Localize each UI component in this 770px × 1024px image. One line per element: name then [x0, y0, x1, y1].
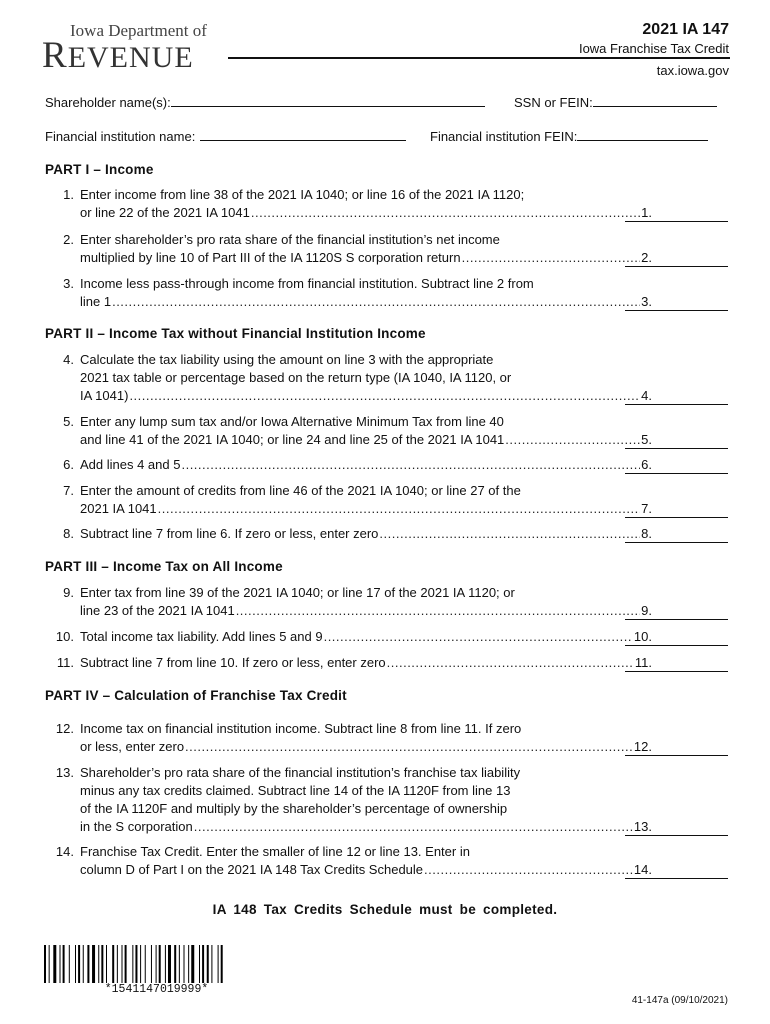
line-5-amount[interactable]: [625, 431, 728, 449]
website: tax.iowa.gov: [656, 63, 729, 78]
line-13-text-2: minus any tax credits claimed. Subtract line 14 of the IA 1120F from line 13: [80, 783, 511, 798]
line-10: [48, 628, 728, 646]
line-11-amount[interactable]: [625, 654, 728, 672]
line-4: [48, 351, 728, 405]
line-8: [48, 525, 728, 543]
line-4-ref: 4.: [641, 388, 652, 403]
header-rule: [228, 57, 730, 59]
fi-name-label: Financial institution name:: [45, 129, 196, 144]
line-12-ref: 12.: [633, 739, 652, 754]
line-3-ref: 3.: [641, 294, 652, 309]
barcode-text: *1541147019999*: [104, 983, 209, 996]
line-14-amount[interactable]: [625, 861, 728, 879]
shareholder-row: [45, 93, 485, 110]
ssn-field[interactable]: [593, 93, 717, 107]
line-9-text: Enter tax from line 39 of the 2021 IA 1040; or line 17 of the 2021 IA 1120; or: [80, 585, 515, 600]
part-4-heading: PART IV – Calculation of Franchise Tax Credit: [45, 688, 347, 703]
line-5-ref: 5.: [641, 432, 652, 447]
line-13-text-3: of the IA 1120F and multiply by the shareholder’s percentage of ownership: [80, 801, 508, 816]
logo-revenue-initial: R: [42, 35, 68, 76]
line-13: [48, 764, 728, 836]
line-2-amount[interactable]: [625, 249, 728, 267]
line-13-number: 13.: [55, 765, 74, 780]
line-14-number: 14.: [55, 844, 74, 859]
line-11-ref: 11.: [634, 655, 652, 670]
line-14-text-cont: column D of Part I on the 2021 IA 148 Tax Credits Schedule: [80, 862, 424, 877]
revision-date: 41-147a (09/10/2021): [631, 995, 728, 1006]
line-14: [48, 843, 728, 879]
line-5-number: 5.: [63, 414, 74, 429]
logo-revenue-rest: EVENUE: [67, 41, 194, 74]
line-9-number: 9.: [63, 585, 74, 600]
line-4-text-cont: IA 1041): [80, 388, 129, 403]
logo-revenue: [42, 34, 194, 77]
line-9-amount[interactable]: [625, 602, 728, 620]
shareholder-label: Shareholder name(s):: [45, 95, 171, 110]
line-6: [48, 456, 728, 474]
line-7-ref: 7.: [641, 501, 652, 516]
line-4-number: 4.: [63, 352, 74, 367]
line-1-ref: 1.: [641, 205, 652, 220]
line-11: [48, 654, 728, 672]
logo-agency-text: Iowa Department of: [70, 21, 207, 40]
shareholder-name-field[interactable]: [171, 93, 485, 107]
completion-notice: IA 148 Tax Credits Schedule must be completed.: [212, 902, 558, 917]
line-5: [48, 413, 728, 449]
line-14-text: Franchise Tax Credit. Enter the smaller of line 12 or line 13. Enter in: [80, 844, 470, 859]
line-2: [48, 231, 728, 267]
line-5-text: Enter any lump sum tax and/or Iowa Alternative Minimum Tax from line 40: [80, 414, 504, 429]
line-13-text: Shareholder’s pro rata share of the financial institution’s franchise tax liability: [80, 765, 521, 780]
fi-name-field[interactable]: [200, 127, 406, 141]
line-2-number: 2.: [63, 232, 74, 247]
line-10-text: Total income tax liability. Add lines 5 and 9: [80, 629, 323, 644]
fi-name-row: [45, 127, 406, 144]
part-3-heading: PART III – Income Tax on All Income: [45, 559, 283, 574]
line-3-amount[interactable]: [625, 293, 728, 311]
line-2-text: Enter shareholder’s pro rata share of the financial institution’s net income: [80, 232, 500, 247]
line-12-text: Income tax on financial institution income. Subtract line 8 from line 11. If zero: [80, 721, 522, 736]
line-9-ref: 9.: [641, 603, 652, 618]
line-13-amount[interactable]: [625, 818, 728, 836]
line-6-text: Add lines 4 and 5: [80, 457, 181, 472]
line-10-ref: 10.: [633, 629, 652, 644]
line-12: [48, 720, 728, 756]
line-12-number: 12.: [55, 721, 74, 736]
line-10-amount[interactable]: [625, 628, 728, 646]
line-5-text-cont: and line 41 of the 2021 IA 1040; or line 24 and line 25 of the 2021 IA 1041: [80, 432, 505, 447]
line-13-ref: 13.: [633, 819, 652, 834]
line-9-text-cont: line 23 of the 2021 IA 1041: [80, 603, 235, 618]
line-1-text-cont: or line 22 of the 2021 IA 1041: [80, 205, 250, 220]
line-4-amount[interactable]: [625, 387, 728, 405]
line-11-text: Subtract line 7 from line 10. If zero or less, enter zero: [80, 655, 386, 670]
line-14-ref: 14.: [633, 862, 652, 877]
line-9: [48, 584, 728, 620]
line-7-amount[interactable]: [625, 500, 728, 518]
line-3-text: Income less pass-through income from financial institution. Subtract line 2 from: [80, 276, 534, 291]
line-4-text: Calculate the tax liability using the amount on line 3 with the appropriate: [80, 352, 494, 367]
ssn-label: SSN or FEIN:: [514, 95, 593, 110]
line-12-text-cont: or less, enter zero: [80, 739, 185, 754]
line-6-ref: 6.: [641, 457, 652, 472]
line-7: [48, 482, 728, 518]
form-name: Iowa Franchise Tax Credit: [578, 41, 729, 56]
line-3: [48, 275, 728, 311]
line-6-number: 6.: [63, 457, 74, 472]
line-1-text: Enter income from line 38 of the 2021 IA 1040; or line 16 of the 2021 IA 1120;: [80, 187, 525, 202]
barcode-icon: [44, 945, 269, 983]
ssn-row: [514, 93, 717, 110]
line-8-amount[interactable]: [625, 525, 728, 543]
part-2-heading: PART II – Income Tax without Financial Institution Income: [45, 326, 426, 341]
line-12-amount[interactable]: [625, 738, 728, 756]
line-8-ref: 8.: [641, 526, 652, 541]
fi-fein-field[interactable]: [577, 127, 708, 141]
fi-fein-row: [430, 127, 708, 144]
line-4-text-2: 2021 tax table or percentage based on the return type (IA 1040, IA 1120, or: [80, 370, 512, 385]
line-8-text: Subtract line 7 from line 6. If zero or less, enter zero: [80, 526, 379, 541]
line-6-amount[interactable]: [625, 456, 728, 474]
line-7-text-cont: 2021 IA 1041: [80, 501, 157, 516]
line-1-amount[interactable]: [625, 204, 728, 222]
line-2-ref: 2.: [641, 250, 652, 265]
form-id: 2021 IA 147: [642, 21, 729, 38]
line-13-text-cont: in the S corporation: [80, 819, 193, 834]
line-7-number: 7.: [63, 483, 74, 498]
line-7-text: Enter the amount of credits from line 46 of the 2021 IA 1040; or line 27 of the: [80, 483, 521, 498]
line-1: [48, 186, 728, 222]
line-1-number: 1.: [63, 187, 74, 202]
line-3-text-cont: line 1: [80, 294, 112, 309]
line-11-number: 11.: [56, 655, 74, 670]
line-10-number: 10.: [55, 629, 74, 644]
line-3-number: 3.: [63, 276, 74, 291]
line-2-text-cont: multiplied by line 10 of Part III of the IA 1120S S corporation return: [80, 250, 461, 265]
fi-fein-label: Financial institution FEIN:: [430, 129, 578, 144]
part-1-heading: PART I – Income: [45, 162, 154, 177]
line-8-number: 8.: [63, 526, 74, 541]
